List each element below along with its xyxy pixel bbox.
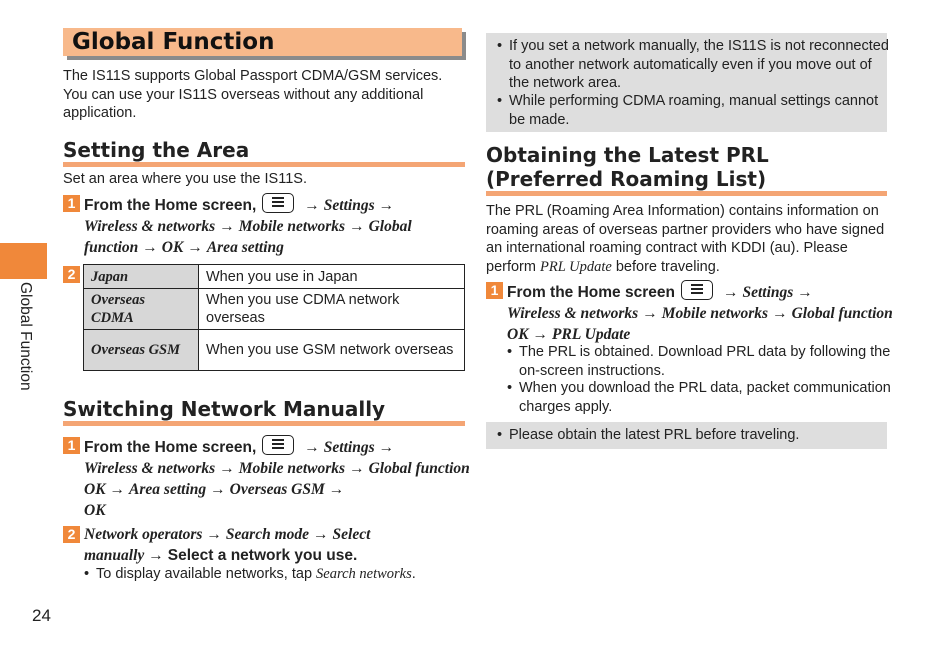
menu-key-icon [262, 435, 294, 455]
area-option-desc: When you use GSM network overseas [199, 330, 465, 371]
step-number-badge: 1 [63, 437, 80, 454]
step-number-badge: 1 [486, 282, 503, 299]
step-number-badge: 1 [63, 195, 80, 212]
right-arrow-icon: → [142, 239, 158, 256]
note-item: • While performing CDMA roaming, manual settings cannot be made. [496, 92, 889, 129]
table-row [84, 330, 465, 371]
right-arrow-icon: → [304, 197, 320, 214]
right-arrow-icon: → [328, 481, 345, 498]
right-arrow-icon: → [532, 326, 549, 343]
table-row [84, 289, 465, 330]
right-arrow-icon: → [642, 305, 658, 322]
prl-note-box [486, 422, 887, 449]
right-arrow-icon: → [722, 284, 739, 301]
note-item: • Please obtain the latest PRL before traveling. [496, 426, 889, 445]
right-arrow-icon: → [772, 305, 788, 322]
switching-step-1: 1 From the Home screen, → Settings → Wireless & networks → Mobile networks → Global function OK → Area setting → Overseas GSM → OK [63, 435, 486, 521]
right-arrow-icon: → [304, 439, 320, 456]
page-number: 24 [32, 606, 51, 625]
setting-area-intro: Set an area where you use the IS11S. [63, 171, 307, 187]
section-heading-setting-area: Setting the Area [63, 138, 465, 167]
right-arrow-icon: → [187, 239, 203, 256]
side-tab [0, 243, 47, 279]
right-arrow-icon: → [313, 526, 329, 543]
step-number-badge: 2 [63, 526, 80, 543]
right-arrow-icon: → [349, 218, 365, 235]
setting-area-step-1: 1 From the Home screen, → Settings → Wireless & networks → Mobile networks → Global function → OK → Area setting [63, 193, 486, 258]
section-heading-prl: Obtaining the Latest PRL (Preferred Roaming List) [486, 143, 887, 196]
area-option-key: Overseas GSM [84, 330, 199, 371]
area-option-key: Overseas CDMA [84, 289, 199, 330]
prl-step-1: 1 From the Home screen → Settings → Wireless & networks → Mobile networks → Global function OK → PRL Update [486, 280, 909, 345]
section-heading-switching: Switching Network Manually [63, 397, 465, 426]
switching-step-2: 2 Network operators → Search mode → Select manually → Select a network you use. [63, 524, 486, 566]
right-arrow-icon: → [109, 481, 126, 498]
menu-key-icon [681, 280, 713, 300]
step-number-badge: 2 [63, 266, 80, 283]
search-networks-link: Search networks [316, 566, 412, 582]
page-title-bar [63, 28, 462, 56]
menu-key-icon [262, 193, 294, 213]
area-option-desc: When you use CDMA network overseas [199, 289, 465, 330]
network-notes-box [486, 33, 887, 132]
page-title: Global Function [72, 29, 275, 55]
table-row [84, 265, 465, 289]
right-arrow-icon: → [210, 481, 226, 498]
area-option-key: Japan [84, 265, 199, 289]
area-options-table [83, 264, 465, 371]
switching-note: • To display available networks, tap Search networks. [83, 565, 476, 584]
right-arrow-icon: → [797, 284, 813, 301]
right-arrow-icon: → [206, 526, 222, 543]
right-arrow-icon: → [148, 547, 164, 564]
right-arrow-icon: → [378, 197, 395, 214]
right-arrow-icon: → [219, 460, 235, 477]
side-tab-label: Global Function [17, 282, 34, 391]
area-option-desc: When you use in Japan [199, 265, 465, 289]
prl-bullet: • The PRL is obtained. Download PRL data by following the on-screen instructions. [506, 343, 899, 380]
right-arrow-icon: → [378, 439, 395, 456]
right-arrow-icon: → [219, 218, 235, 235]
right-arrow-icon: → [349, 460, 365, 477]
prl-description: The PRL (Roaming Area Information) contains information on roaming areas of overseas partner providers who have signed an international roaming contract with KDDI (au). Please perform PRL Update before traveling. [486, 203, 885, 275]
prl-bullet: • When you download the PRL data, packet communication charges apply. [506, 379, 899, 416]
note-item: • If you set a network manually, the IS11S is not reconnected to another network automatically even if you move out of the network area. [496, 37, 889, 93]
intro-paragraph: The IS11S supports Global Passport CDMA/GSM services. You can use your IS11S overseas without any additional application. [63, 68, 443, 121]
